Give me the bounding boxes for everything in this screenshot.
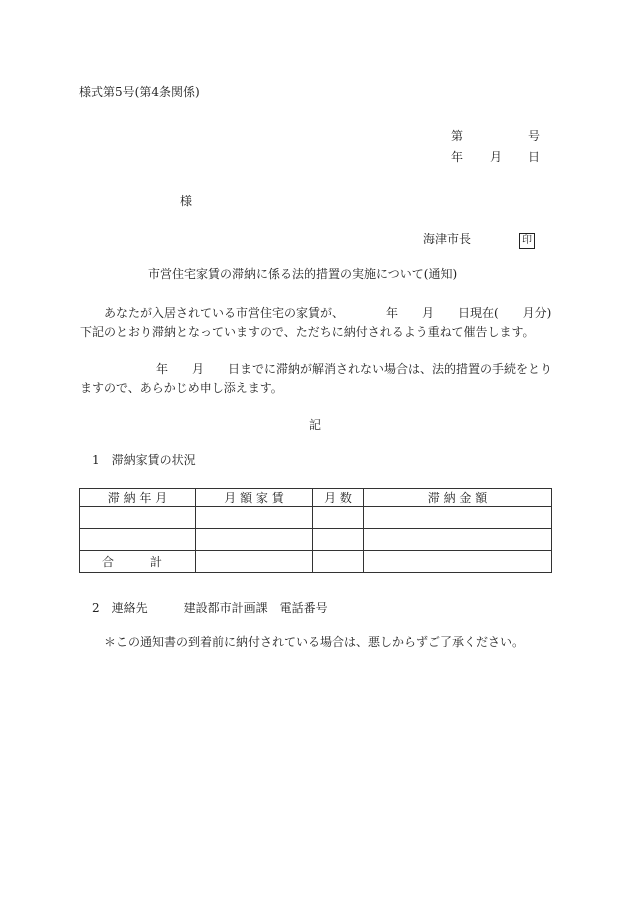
table-cell <box>364 529 552 551</box>
date-year: 年 <box>451 150 464 164</box>
table-total-row <box>80 551 552 573</box>
paragraph-2: 年 月 日までに滞納が解消されない場合は、法的措置の手続をとりますので、あらかじめ申し添えます。 <box>80 362 553 395</box>
form-number: 様式第5号(第4条関係) <box>79 85 200 99</box>
table-row <box>80 507 552 529</box>
table-cell <box>313 529 364 551</box>
header-monthly-rent: 月 額 家 賃 <box>196 489 313 507</box>
table-cell <box>196 507 313 529</box>
doc-number-dai: 第 <box>451 129 464 143</box>
table-cell <box>364 507 552 529</box>
doc-number-go: 号 <box>528 129 541 143</box>
table-cell <box>80 529 196 551</box>
table-cell <box>196 529 313 551</box>
header-arrears-month: 滞 納 年 月 <box>80 489 196 507</box>
table-cell <box>313 507 364 529</box>
ki-heading: 記 <box>309 418 322 432</box>
section-2-contact: 2 連絡先 建設都市計画課 電話番号 <box>92 601 328 615</box>
total-label: 合 計 <box>80 551 196 573</box>
footnote: ＊この通知書の到着前に納付されている場合は、悪しからずご了承ください。 <box>104 635 525 649</box>
header-month-count: 月 数 <box>313 489 364 507</box>
table-cell <box>196 551 313 573</box>
table-cell <box>313 551 364 573</box>
date-day: 日 <box>528 150 541 164</box>
header-arrears-amount: 滞 納 金 額 <box>364 489 552 507</box>
table-cell <box>80 507 196 529</box>
date-month: 月 <box>490 150 503 164</box>
sender-line <box>423 231 535 249</box>
paragraph-1: あなたが入居されている市営住宅の家賃が、 年 月 日現在( 月分)下記のとおり滞納となっていますので、ただちに納付されるよう重ねて催告します。 <box>80 306 552 339</box>
sender-title: 海津市長 <box>423 232 472 246</box>
seal-mark: 印 <box>519 233 535 249</box>
table-cell <box>364 551 552 573</box>
document-heading: 市営住宅家賃の滞納に係る法的措置の実施について(通知) <box>148 267 458 281</box>
arrears-table <box>79 488 552 573</box>
table-header-row <box>80 489 552 507</box>
addressee-suffix: 様 <box>180 194 193 208</box>
section-1-heading: 1 滞納家賃の状況 <box>92 453 196 467</box>
table-row <box>80 529 552 551</box>
